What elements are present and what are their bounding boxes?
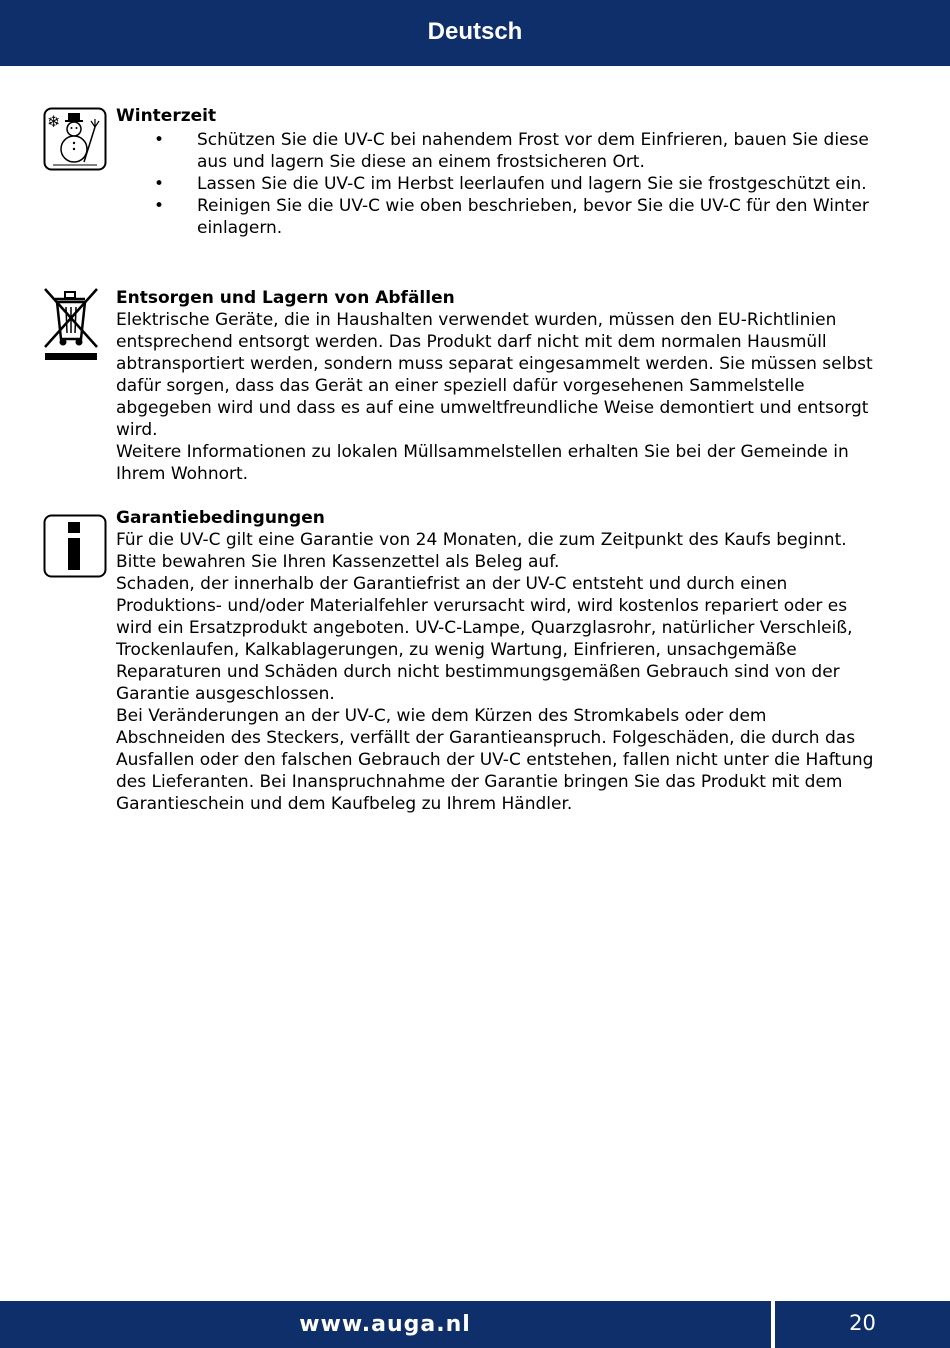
bullet-icon: • (154, 174, 165, 194)
website-link[interactable]: www.auga.nl (299, 1312, 471, 1337)
warranty-paragraph: Für die UV-C gilt eine Garantie von 24 Monaten, die zum Zeitpunkt des Kaufs beginnt. Bitte bewahren Sie Ihren Kassenzettel als Beleg auf. (116, 530, 847, 572)
warranty-paragraph: Bei Veränderungen an der UV-C, wie dem Kürzen des Stromkabels oder dem Abschneiden des Steckers, verfällt der Garantieanspruch. Folgeschäden, die durch das Ausfallen oder den falschen Gebrauch der UV-C entstehen, fallen nicht unter die Haftung des Lieferanten. Bei Inanspruchnahme der Garantie bringen Sie das Produkt mit dem Garantieschein und dem Kaufbeleg zu Ihrem Händler. (116, 706, 874, 814)
svg-text:❄: ❄ (47, 112, 61, 131)
info-icon (43, 514, 107, 578)
page-footer (0, 1301, 950, 1348)
list-item: • Reinigen Sie die UV-C wie oben beschrieben, bevor Sie die UV-C für den Winter einlagern. (154, 196, 869, 238)
language-title: Deutsch (427, 18, 523, 45)
winter-heading: Winterzeit (116, 106, 217, 126)
list-item: • Lassen Sie die UV-C im Herbst leerlaufen und lagern Sie sie frostgeschützt ein. (154, 174, 867, 194)
warranty-heading: Garantiebedingungen (116, 508, 325, 528)
bullet-icon: • (154, 130, 165, 150)
disposal-paragraph: Weitere Informationen zu lokalen Müllsammelstellen erhalten Sie bei der Gemeinde in Ihrem Wohnort. (116, 442, 849, 484)
winter-bullet-list (116, 129, 876, 239)
disposal-heading: Entsorgen und Lagern von Abfällen (116, 288, 455, 308)
disposal-paragraph: Elektrische Geräte, die in Haushalten verwendet wurden, müssen den EU-Richtlinien entsprechend entsorgt werden. Das Produkt darf nicht mit dem normalen Hausmüll abtransportiert werden, sondern muss separat eingesammelt werden. Sie müssen selbst dafür sorgen, dass das Gerät an einer speziell dafür vorgesehenen Sammelstelle abgegeben wird und dass es auf eine umweltfreundliche Weise demontiert und entsorgt wird. (116, 310, 873, 440)
warranty-paragraph: Schaden, der innerhalb der Garantiefrist an der UV-C entsteht und durch einen Produktions- und/oder Materialfehler verursacht wird, wird kostenlos repariert oder es wird ein Ersatzprodukt angeboten. UV-C-Lampe, Quarzglasrohr, natürlicher Verschleiß, Trockenlaufen, Kalkablagerungen, zu wenig Wartung, Einfrieren, unsachgemäße Reparaturen und Schäden durch nicht bestimmungsgemäßen Gebrauch sind von der Garantie ausgeschlossen. (116, 574, 853, 704)
list-item: • Schützen Sie die UV-C bei nahendem Frost vor dem Einfrieren, bauen Sie diese aus und lagern Sie diese an einem frostsicheren Ort. (154, 130, 869, 172)
weee-bin-icon (43, 287, 99, 363)
bullet-icon: • (154, 196, 165, 216)
page-header (0, 0, 950, 66)
snowman-icon (43, 107, 107, 171)
page-number: 20 (849, 1311, 876, 1335)
